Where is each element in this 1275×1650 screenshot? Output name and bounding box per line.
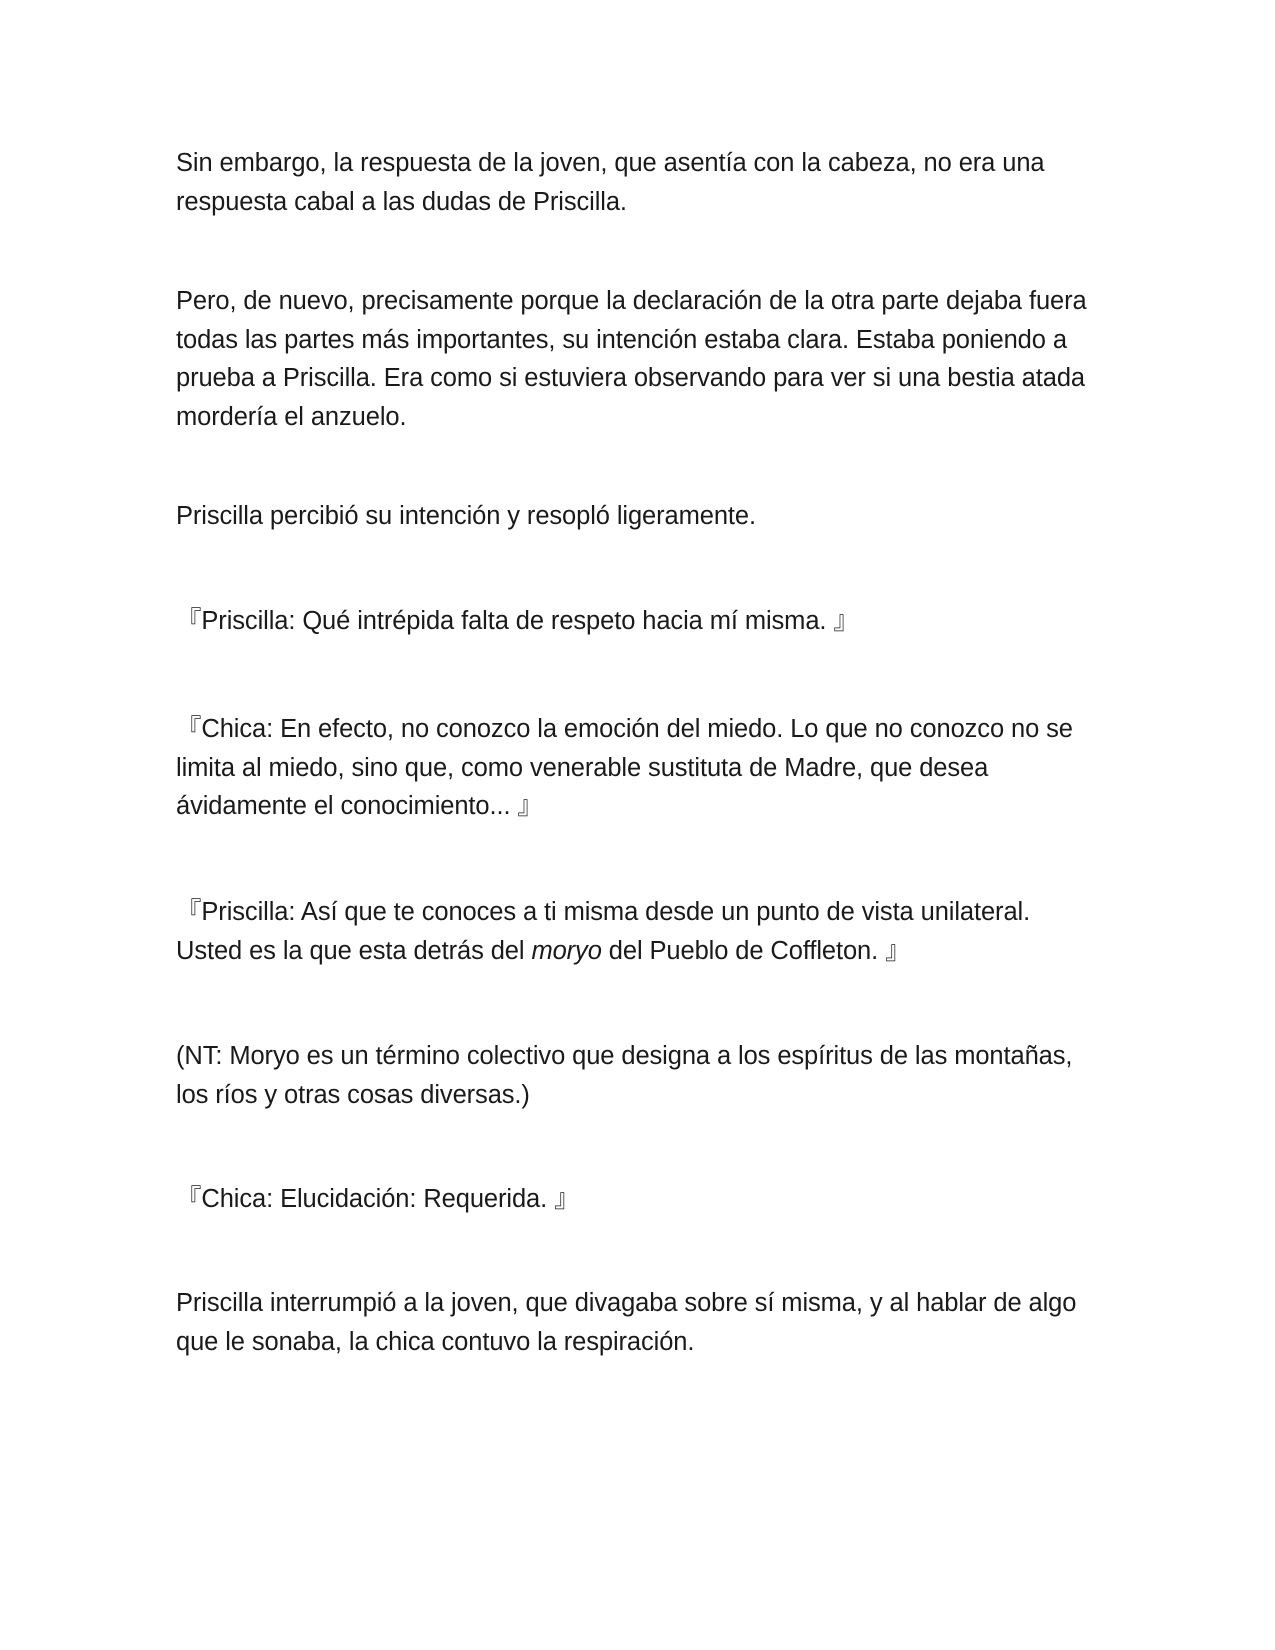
dialogue-priscilla-1: 『Priscilla: Qué intrépida falta de respeto hacia mí misma. 』: [176, 607, 859, 635]
paragraph-3: Priscilla percibió su intención y resopló ligeramente.: [176, 502, 756, 530]
paragraph-final: Priscilla interrumpió a la joven, que divagaba sobre sí misma, y al hablar de algo que le sonaba, la chica contuvo la respiración.: [176, 1289, 1077, 1356]
paragraph-1: Sin embargo, la respuesta de la joven, que asentía con la cabeza, no era una respuesta cabal a las dudas de Priscilla.: [176, 149, 1045, 216]
dialogue-priscilla-2-part-2: del Pueblo de Coffleton. 』: [601, 936, 911, 965]
dialogue-priscilla-2-part-1: 『Priscilla: Así que te conoces a ti misma desde un punto de vista unilateral. Usted es la que esta detrás del: [176, 898, 1031, 965]
dialogue-chica-2: 『Chica: Elucidación: Requerida. 』: [176, 1185, 580, 1213]
dialogue-priscilla-2-italic: moryo: [531, 936, 602, 965]
paragraph-2: Pero, de nuevo, precisamente porque la declaración de la otra parte dejaba fuera todas las partes más importantes, su intención estaba clara. Estaba poniendo a prueba a Priscilla. Era como si estuviera observando para ver si una bestia atada mordería el anzuelo.: [176, 287, 1087, 431]
dialogue-chica-1: 『Chica: En efecto, no conozco la emoción del miedo. Lo que no conozco no se limita al miedo, sino que, como venerable sustituta de Madre, que desea ávidamente el conocimiento... 』: [176, 715, 1073, 820]
dialogue-priscilla-2: [176, 893, 1096, 970]
translator-note: (NT: Moryo es un término colectivo que designa a los espíritus de las montañas, los ríos y otras cosas diversas.): [176, 1042, 1073, 1109]
